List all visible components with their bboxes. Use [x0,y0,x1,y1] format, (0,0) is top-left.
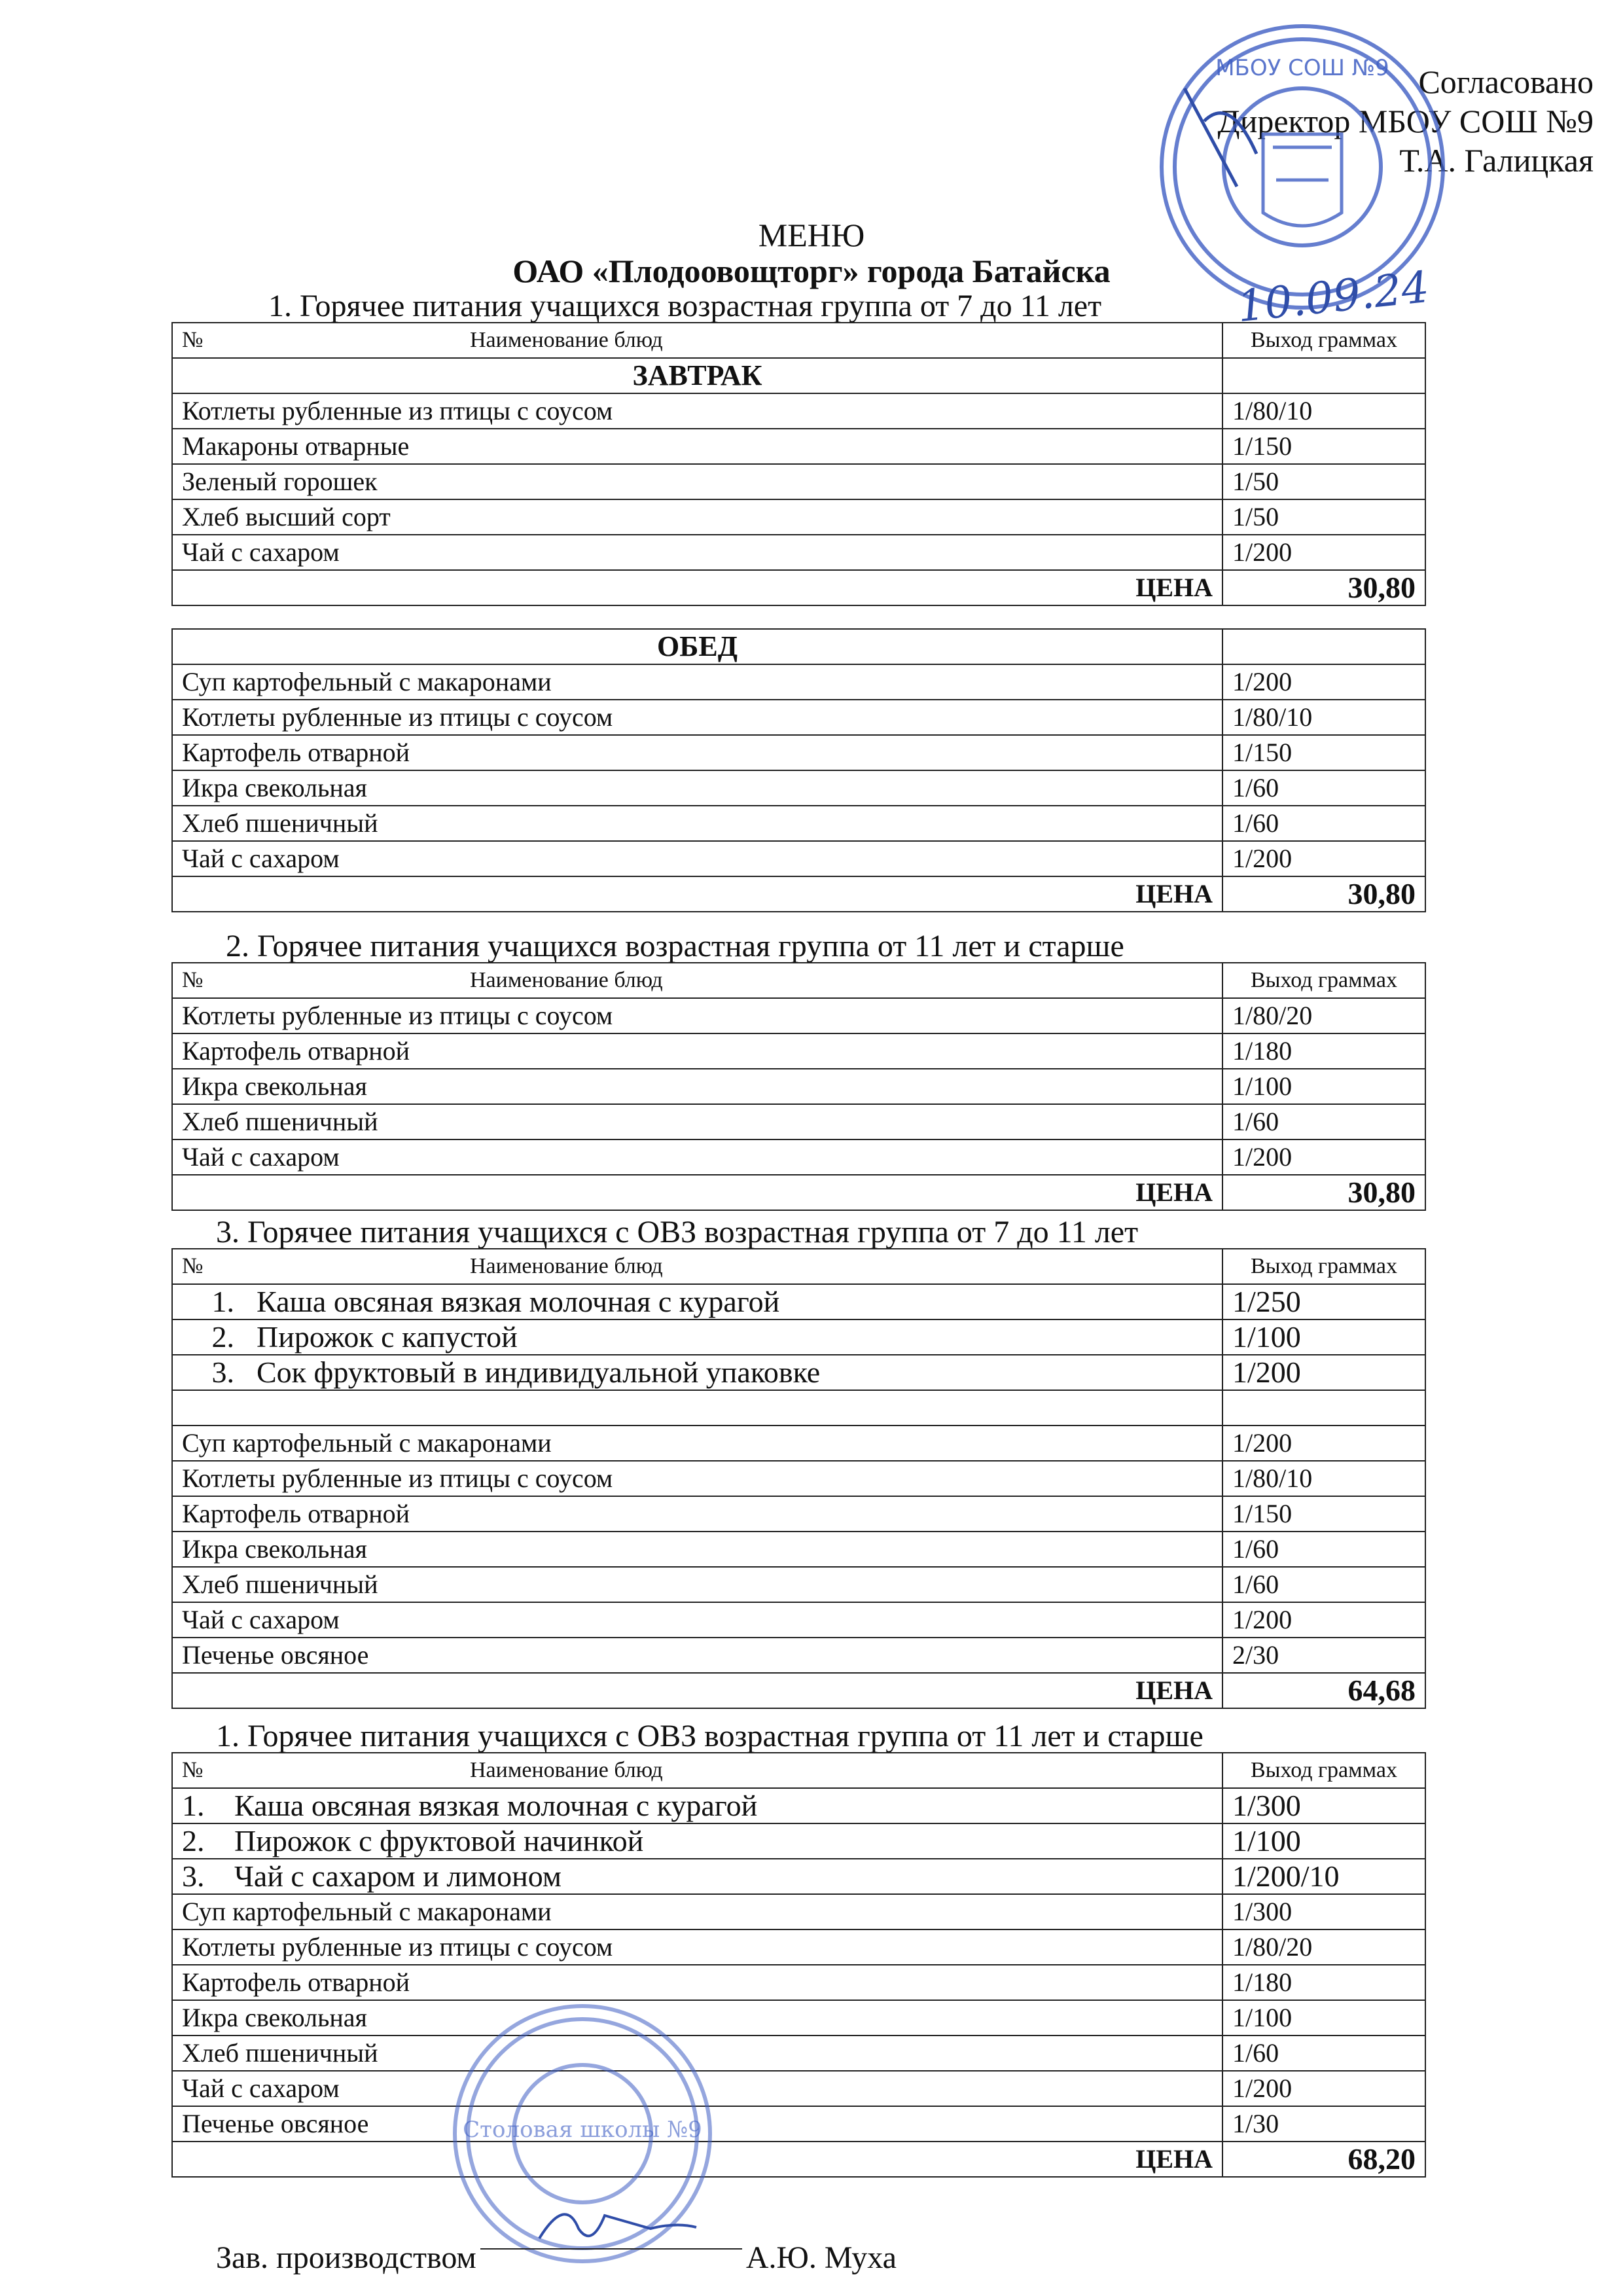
dish-name: Макароны отварные [172,429,1222,464]
dish-output: 1/60 [1222,2036,1425,2071]
table-row [172,700,1425,735]
dish-output: 1/200 [1222,1139,1425,1175]
empty-row [172,1390,1425,1426]
dish-name: Пирожок с фруктовой начинкой [234,1824,644,1857]
dish-output: 1/200 [1222,2071,1425,2106]
meal-title-row [172,629,1425,664]
lunch-price: 30,80 [1222,876,1425,912]
dish-output: 2/30 [1222,1638,1425,1673]
dish-output: 1/60 [1222,770,1425,806]
dish-name: Печенье овсяное [172,1638,1222,1673]
table-row [172,1461,1425,1496]
school-seal-text: МБОУ СОШ №9 [1215,55,1389,81]
dish-name: Пирожок с капустой [257,1320,518,1354]
dish-name: Икра свекольная [172,1532,1222,1567]
dish-output: 1/50 [1222,464,1425,499]
table-row [172,1532,1425,1567]
item-number: 1. [211,1285,234,1318]
table-row [172,1104,1425,1139]
section4-heading: 1. Горячее питания учащихся с ОВЗ возрастная группа от 11 лет и старше [216,1719,1204,1753]
table-header-row [172,1753,1425,1788]
table-row [172,806,1425,841]
table-header-row [172,963,1425,998]
dish-output: 1/200 [1222,1426,1425,1461]
header-output: Выход граммах [1222,1753,1425,1788]
table-row [172,1602,1425,1638]
item-number: 1. [182,1789,205,1822]
price-row [172,1175,1425,1210]
dish-output: 1/200 [1222,1355,1425,1390]
signature-scribble [480,2202,742,2248]
section4-price: 68,20 [1222,2142,1425,2177]
section3-heading: 3. Горячее питания учащихся с ОВЗ возрастная группа от 7 до 11 лет [216,1215,1139,1249]
dish-output: 1/100 [1222,1069,1425,1104]
dish-name: Котлеты рубленные из птицы с соусом [172,700,1222,735]
table-row [172,1788,1425,1823]
dish-name: Хлеб пшеничный [172,1104,1222,1139]
dish-name: Хлеб высший сорт [172,499,1222,535]
table-row [172,1355,1425,1390]
dish-output: 1/180 [1222,1033,1425,1069]
dish-name: Суп картофельный с макаронами [172,1426,1222,1461]
table-row [172,464,1425,499]
table-row [172,1319,1425,1355]
header-name: Наименование блюд [470,1758,663,1782]
header-output: Выход граммах [1222,323,1425,358]
dish-name: Хлеб пшеничный [172,2036,1222,2071]
signature-blank [480,2222,742,2250]
dish-name: Чай с сахаром [172,1139,1222,1175]
header-no: № [182,968,204,992]
dish-output: 1/200/10 [1222,1859,1425,1894]
table-row [172,1929,1425,1965]
lunch-title: ОБЕД [172,629,1222,664]
header-name: Наименование блюд [470,968,663,992]
dish-name: Икра свекольная [172,770,1222,806]
dish-name: Суп картофельный с макаронами [172,664,1222,700]
table-row [172,2036,1425,2071]
dish-output: 1/60 [1222,1532,1425,1567]
dish-name: Каша овсяная вязкая молочная с курагой [257,1285,780,1318]
approval-name: Т.А. Галицкая [1399,142,1594,179]
table-row [172,429,1425,464]
dish-output: 1/60 [1222,806,1425,841]
dish-name: Печенье овсяное [172,2106,1222,2142]
item-number: 3. [211,1355,234,1389]
page-title: МЕНЮ [758,217,865,253]
section2-table [171,962,1426,1211]
dish-name: Картофель отварной [172,735,1222,770]
price-row [172,2142,1425,2177]
dish-output: 1/100 [1222,2000,1425,2036]
price-label: ЦЕНА [172,2142,1222,2177]
table-row [172,2000,1425,2036]
header-name: Наименование блюд [470,328,663,352]
page-subtitle: ОАО «Плодоовощторг» города Батайска [512,253,1111,289]
table-row [172,1284,1425,1319]
price-row [172,1673,1425,1708]
dish-output: 1/60 [1222,1104,1425,1139]
dish-output: 1/80/20 [1222,998,1425,1033]
dish-output: 1/60 [1222,1567,1425,1602]
header-no: № [182,1254,204,1278]
canteen-stamp-text: Столовая школы №9 [463,2117,702,2143]
dish-output: 1/200 [1222,535,1425,570]
price-label: ЦЕНА [172,876,1222,912]
breakfast-price: 30,80 [1222,570,1425,605]
dish-name: Икра свекольная [172,1069,1222,1104]
table-row [172,1894,1425,1929]
lunch-table [171,628,1426,912]
dish-name: Картофель отварной [172,1033,1222,1069]
table-row [172,998,1425,1033]
dish-output: 1/80/10 [1222,1461,1425,1496]
dish-output: 1/200 [1222,1602,1425,1638]
dish-name: Чай с сахаром [172,1602,1222,1638]
table-row [172,1496,1425,1532]
table-row [172,2106,1425,2142]
dish-name: Каша овсяная вязкая молочная с курагой [234,1789,758,1822]
signature-label: Зав. производством [216,2240,476,2275]
table-row [172,535,1425,570]
approval-title: Согласовано [1418,63,1594,100]
breakfast-table [171,322,1426,606]
dish-name: Котлеты рубленные из птицы с соусом [172,1929,1222,1965]
dish-name: Картофель отварной [172,1496,1222,1532]
table-row [172,393,1425,429]
table-row [172,735,1425,770]
dish-output: 1/80/10 [1222,393,1425,429]
signature-line [216,2222,897,2276]
table-row [172,1069,1425,1104]
dish-name: Хлеб пшеничный [172,806,1222,841]
table-row [172,2071,1425,2106]
header-output: Выход граммах [1222,963,1425,998]
table-header-row [172,323,1425,358]
dish-name: Икра свекольная [172,2000,1222,2036]
dish-name: Картофель отварной [172,1965,1222,2000]
section1-heading: 1. Горячее питания учащихся возрастная группа от 7 до 11 лет [268,289,1102,323]
table-row [172,841,1425,876]
price-row [172,876,1425,912]
dish-output: 1/150 [1222,1496,1425,1532]
dish-name: Хлеб пшеничный [172,1567,1222,1602]
dish-name: Чай с сахаром [172,2071,1222,2106]
section3-price: 64,68 [1222,1673,1425,1708]
section2-price: 30,80 [1222,1175,1425,1210]
dish-output: 1/180 [1222,1965,1425,2000]
dish-output: 1/300 [1222,1788,1425,1823]
dish-name: Суп картофельный с макаронами [172,1894,1222,1929]
dish-name: Котлеты рубленные из птицы с соусом [172,1461,1222,1496]
dish-output: 1/100 [1222,1823,1425,1859]
dish-output: 1/300 [1222,1894,1425,1929]
item-number: 2. [211,1320,234,1354]
dish-output: 1/150 [1222,429,1425,464]
table-row [172,1426,1425,1461]
dish-name: Чай с сахаром [172,841,1222,876]
dish-output: 1/200 [1222,664,1425,700]
dish-output: 1/150 [1222,735,1425,770]
dish-name: Котлеты рубленные из птицы с соусом [172,998,1222,1033]
handwritten-date: 10.09.24 [1234,261,1432,332]
meal-title-row [172,358,1425,393]
item-number: 2. [182,1824,205,1857]
breakfast-title: ЗАВТРАК [172,358,1222,393]
price-row [172,570,1425,605]
dish-name: Котлеты рубленные из птицы с соусом [172,393,1222,429]
header-output: Выход граммах [1222,1249,1425,1284]
section4-table [171,1752,1426,2178]
table-row [172,1638,1425,1673]
table-row [172,664,1425,700]
dish-output: 1/200 [1222,841,1425,876]
table-row [172,1823,1425,1859]
dish-output: 1/80/20 [1222,1929,1425,1965]
price-label: ЦЕНА [172,1175,1222,1210]
table-row [172,770,1425,806]
item-number: 3. [182,1859,205,1893]
dish-output: 1/80/10 [1222,700,1425,735]
table-row [172,1139,1425,1175]
dish-output: 1/50 [1222,499,1425,535]
table-header-row [172,1249,1425,1284]
section3-table [171,1248,1426,1709]
dish-name: Сок фруктовый в индивидуальной упаковке [257,1355,821,1389]
dish-output: 1/100 [1222,1319,1425,1355]
section2-heading: 2. Горячее питания учащихся возрастная группа от 11 лет и старше [226,929,1124,963]
header-no: № [182,1758,204,1782]
signature-name: А.Ю. Муха [745,2240,897,2275]
table-row [172,1859,1425,1894]
dish-name: Чай с сахаром и лимоном [234,1859,562,1893]
table-row [172,499,1425,535]
header-name: Наименование блюд [470,1254,663,1278]
dish-name: Зеленый горошек [172,464,1222,499]
price-label: ЦЕНА [172,570,1222,605]
dish-name: Чай с сахаром [172,535,1222,570]
price-label: ЦЕНА [172,1673,1222,1708]
dish-output: 1/30 [1222,2106,1425,2142]
table-row [172,1965,1425,2000]
header-no: № [182,328,204,352]
table-row [172,1567,1425,1602]
dish-output: 1/250 [1222,1284,1425,1319]
table-row [172,1033,1425,1069]
approval-position: Директор МБОУ СОШ №9 [1217,103,1594,139]
